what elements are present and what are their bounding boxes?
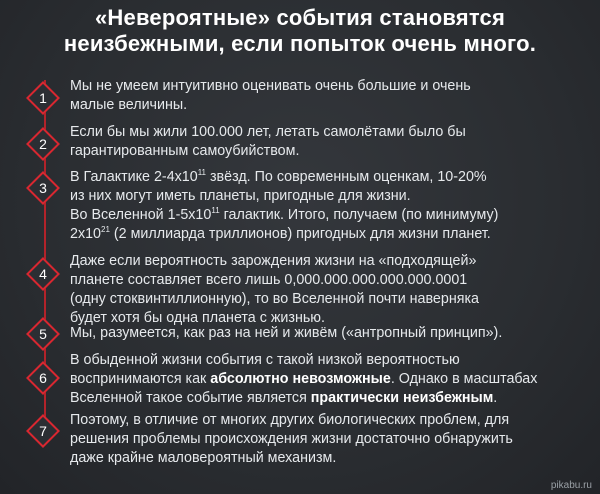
text-part: звёзд. По современным оценкам, 10-20% bbox=[206, 169, 487, 185]
text-line: Мы, разумеется, как раз на ней и живём («антропный принцип»). bbox=[70, 325, 503, 341]
watermark: pikabu.ru bbox=[550, 480, 592, 491]
text-line bbox=[70, 389, 595, 408]
text-line: малые величины. bbox=[70, 97, 188, 113]
item-number: 3 bbox=[39, 180, 47, 196]
text-line: Если бы мы жили 100.000 лет, летать самолётами было бы bbox=[70, 124, 466, 140]
bold-text: абсолютно невозможные bbox=[210, 371, 391, 387]
text-part: Вселенной такое событие является bbox=[70, 390, 311, 406]
text-part: . Однако в масштабах bbox=[390, 371, 538, 387]
text-line bbox=[70, 225, 595, 244]
text-part: В Галактике 2-4x10 bbox=[70, 169, 198, 185]
text-line: В обыденной жизни события с такой низкой вероятностью bbox=[70, 352, 460, 368]
item-text bbox=[70, 351, 595, 408]
page-title bbox=[0, 5, 600, 57]
text-line bbox=[70, 206, 595, 225]
item-number: 6 bbox=[39, 370, 47, 386]
exponent: 21 bbox=[101, 225, 110, 235]
text-line: Мы не умеем интуитивно оценивать очень большие и очень bbox=[70, 78, 471, 94]
bold-text: практически неизбежным bbox=[310, 390, 494, 406]
text-line: даже крайне маловероятный механизм. bbox=[70, 450, 337, 466]
text-line: гарантированным самоубийством. bbox=[70, 143, 300, 159]
text-part: галактик. Итого, получаем (по минимуму) bbox=[219, 207, 499, 223]
text-part: . bbox=[493, 390, 498, 406]
text-part: Во Вселенной 1-5x10 bbox=[70, 207, 212, 223]
text-line: из них могут иметь планеты, пригодные для жизни. bbox=[70, 188, 411, 204]
text-part: 2x10 bbox=[70, 226, 102, 242]
item-text bbox=[70, 411, 595, 468]
item-number: 7 bbox=[39, 423, 47, 439]
text-line: (одну стоквинтиллионную), то во Вселенной почти наверняка bbox=[70, 291, 479, 307]
item-number: 2 bbox=[39, 136, 47, 152]
text-part: воспринимаются как bbox=[70, 371, 211, 387]
title-line-2: неизбежными, если попыток очень много. bbox=[63, 31, 537, 56]
item-number: 1 bbox=[39, 90, 47, 106]
item-text bbox=[70, 77, 595, 115]
text-line: Даже если вероятность зарождения жизни на «подходящей» bbox=[70, 253, 477, 269]
item-text bbox=[70, 324, 595, 343]
item-number: 5 bbox=[39, 326, 47, 342]
text-line: планете составляет всего лишь 0,000.000.000.000.000.0001 bbox=[70, 272, 468, 288]
exponent: 11 bbox=[197, 168, 207, 178]
title-line-1: «Невероятные» события становятся bbox=[95, 5, 505, 30]
text-line bbox=[70, 370, 595, 389]
text-line: будет хотя бы одна планета с жизнью. bbox=[70, 310, 325, 326]
text-line bbox=[70, 168, 595, 187]
item-number: 4 bbox=[39, 266, 47, 282]
text-part: (2 миллиарда триллионов) пригодных для жизни планет. bbox=[109, 226, 491, 242]
item-text bbox=[70, 168, 595, 244]
text-line: Поэтому, в отличие от многих других биологических проблем, для bbox=[70, 412, 510, 428]
exponent: 11 bbox=[211, 206, 220, 216]
text-line: решения проблемы происхождения жизни достаточно обнаружить bbox=[70, 431, 513, 447]
item-text bbox=[70, 123, 595, 161]
item-text bbox=[70, 252, 595, 328]
